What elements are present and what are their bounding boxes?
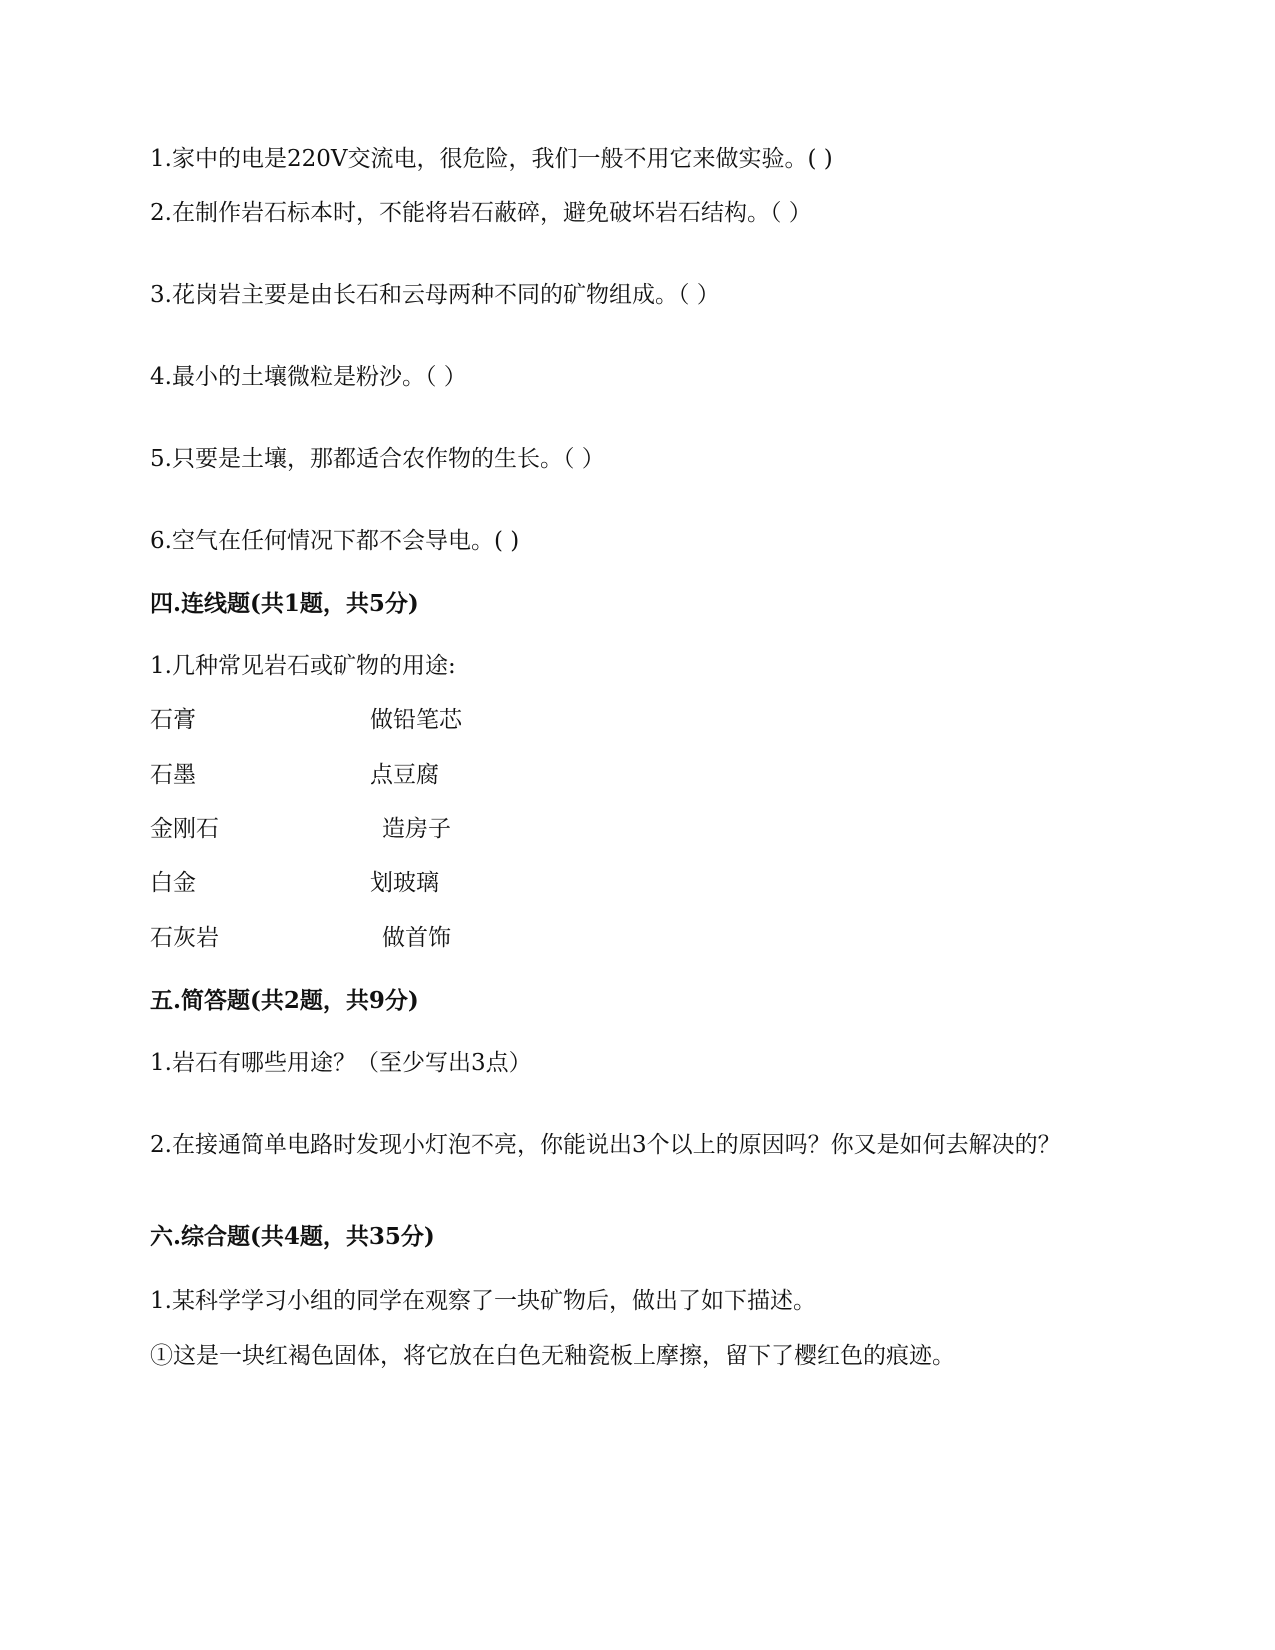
- matching-right-item: 造房子: [382, 816, 451, 842]
- judgment-item-6: 6.空气在任何情况下都不会导电。( ): [150, 528, 520, 554]
- matching-left-item: 石墨: [150, 762, 196, 788]
- judgment-item-5: 5.只要是土壤，那都适合农作物的生长。（ ）: [150, 446, 605, 472]
- comprehensive-item-1: 1.某科学学习小组的同学在观察了一块矿物后，做出了如下描述。: [150, 1288, 816, 1314]
- section-heading-short-answer: 五.简答题(共2题，共9分): [150, 987, 419, 1014]
- section-heading-matching: 四.连线题(共1题，共5分): [150, 590, 419, 617]
- matching-left-item: 白金: [150, 870, 196, 896]
- matching-right-item: 做首饰: [382, 925, 451, 951]
- judgment-item-2: 2.在制作岩石标本时，不能将岩石蔽碎，避免破坏岩石结构。（ ）: [150, 200, 812, 226]
- judgment-item-1: 1.家中的电是220V交流电，很危险，我们一般不用它来做实验。( ): [150, 146, 833, 172]
- matching-left-item: 石膏: [150, 707, 196, 733]
- matching-right-item: 划玻璃: [370, 870, 439, 896]
- comprehensive-item-1-desc: ①这是一块红褐色固体，将它放在白色无釉瓷板上摩擦，留下了樱红色的痕迹。: [150, 1343, 955, 1369]
- judgment-item-3: 3.花岗岩主要是由长石和云母两种不同的矿物组成。（ ）: [150, 282, 720, 308]
- matching-right-item: 点豆腐: [370, 762, 439, 788]
- matching-question: 1.几种常见岩石或矿物的用途:: [150, 653, 456, 679]
- matching-left-item: 石灰岩: [150, 925, 219, 951]
- matching-left-item: 金刚石: [150, 816, 219, 842]
- short-answer-item-2: 2.在接通简单电路时发现小灯泡不亮，你能说出3个以上的原因吗？你又是如何去解决的？: [150, 1132, 1061, 1158]
- short-answer-item-1: 1.岩石有哪些用途？（至少写出3点）: [150, 1050, 532, 1076]
- matching-right-item: 做铅笔芯: [370, 707, 462, 733]
- section-heading-comprehensive: 六.综合题(共4题，共35分): [150, 1223, 435, 1250]
- judgment-item-4: 4.最小的土壤微粒是粉沙。（ ）: [150, 364, 467, 390]
